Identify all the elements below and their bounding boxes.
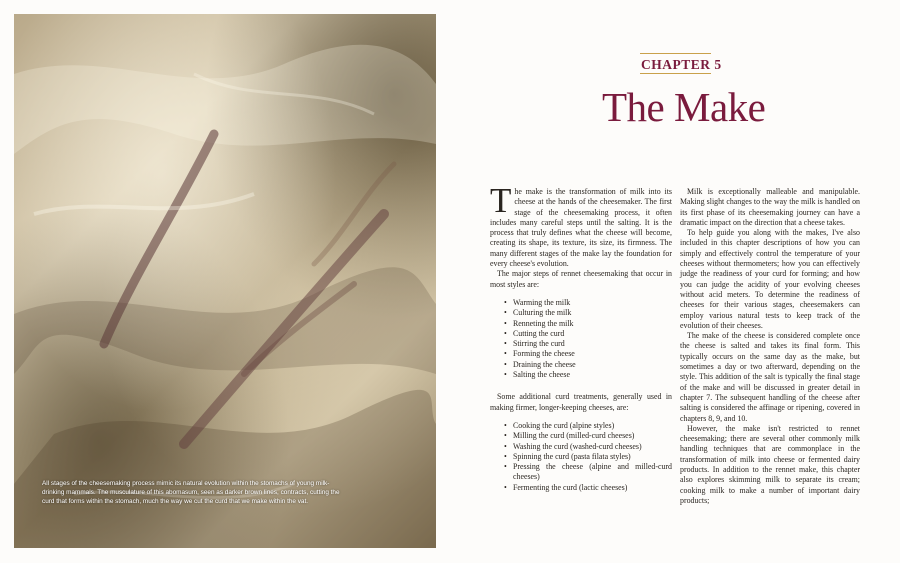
list-item: • Cutting the curd: [504, 329, 672, 339]
additional-steps-intro: Some additional curd treatments, generally used in making firmer, longer-keeping cheeses, are:: [490, 392, 672, 412]
list-item: • Fermenting the curd (lactic cheeses): [504, 483, 672, 493]
text-column-1: [490, 181, 672, 505]
list-item: • Salting the cheese: [504, 370, 672, 380]
chapter-rule-bottom: [640, 73, 711, 74]
chapter-label: CHAPTER 5: [641, 57, 722, 72]
chapter-rule-top: [640, 53, 711, 54]
list-item: • Draining the cheese: [504, 360, 672, 370]
list-item: • Renneting the milk: [504, 319, 672, 329]
text-column-2: [680, 187, 860, 506]
list-item: • Cooking the curd (alpine styles): [504, 421, 672, 431]
list-item: • Pressing the cheese (alpine and milled-curd cheeses): [504, 462, 672, 483]
photo-texture: [14, 14, 436, 548]
body-paragraph: The make of the cheese is considered complete once the cheese is salted and takes its final form. This typically occurs on the same day as the make, but sometimes a day or two afterward, depending on the style. This addition of the salt is typically the final stage of the make and will be discussed in greater detail in chapter 7. The subsequent handling of the cheese after salting is considered the affinage or ripening, covered in chapters 8, 9, and 10.: [680, 331, 860, 423]
chapter-title: The Make: [602, 84, 766, 130]
intro-paragraph: [490, 181, 672, 269]
photo-caption: All stages of the cheesemaking process mimic its natural evolution within the stomachs of young milk-drinking mammals. The musculature of this abomasum, seen as darker brown lines, contracts, cutting the curd that forms within the stomach, much the way we cut the curd that we make within the vat.: [42, 480, 340, 506]
list-item: • Milling the curd (milled-curd cheeses): [504, 431, 672, 441]
intro-text: he make is the transformation of milk into its cheese at the hands of the cheesemaker. The first stage of the cheesemaking process, it often includes many careful steps until the salting. It is the process that truly defines what the cheese will become, creating its shape, its texture, its size, its firmness. The many different stages of the make lay the foundation for every cheese's evolution.: [490, 187, 672, 269]
list-item: • Warming the milk: [504, 298, 672, 308]
list-item: • Culturing the milk: [504, 308, 672, 318]
list-item: • Spinning the curd (pasta filata styles): [504, 452, 672, 462]
list-item: • Forming the cheese: [504, 349, 672, 359]
drop-cap: T: [490, 181, 512, 220]
list-item: • Washing the curd (washed-curd cheeses): [504, 442, 672, 452]
additional-steps-list: [490, 421, 672, 493]
abomasum-photo: [14, 14, 436, 548]
major-steps-intro: The major steps of rennet cheesemaking that occur in most styles are:: [490, 269, 672, 289]
list-item: • Stirring the curd: [504, 339, 672, 349]
body-paragraph: However, the make isn't restricted to rennet cheesemaking; there are several other commonly milk handling techniques that are commonplace in the transformation of milk into cheese or fermented dairy products. In addition to the rennet make, this chapter also explores skimming milk to separate its cream; cooking milk to make a number of important dairy products;: [680, 423, 860, 505]
body-paragraph: To help guide you along with the makes, I've also included in this chapter descriptions of how you can simply and effectively control the temperature of your cheeses without thermometers; how you can effectively judge the readiness of your curd for forming; and how you can judge the acidity of your evolving cheeses without acid meters. To determine the readiness of cheeses for their various stages, cheesemakers can employ various natural tests to keep track of the evolution of their cheeses.: [680, 228, 860, 330]
body-paragraph: Milk is exceptionally malleable and manipulable. Making slight changes to the way the milk is handled on its first phase of its cheesemaking journey can have a dramatic impact on the direction that a cheese takes.: [680, 187, 860, 227]
major-steps-list: [490, 298, 672, 380]
